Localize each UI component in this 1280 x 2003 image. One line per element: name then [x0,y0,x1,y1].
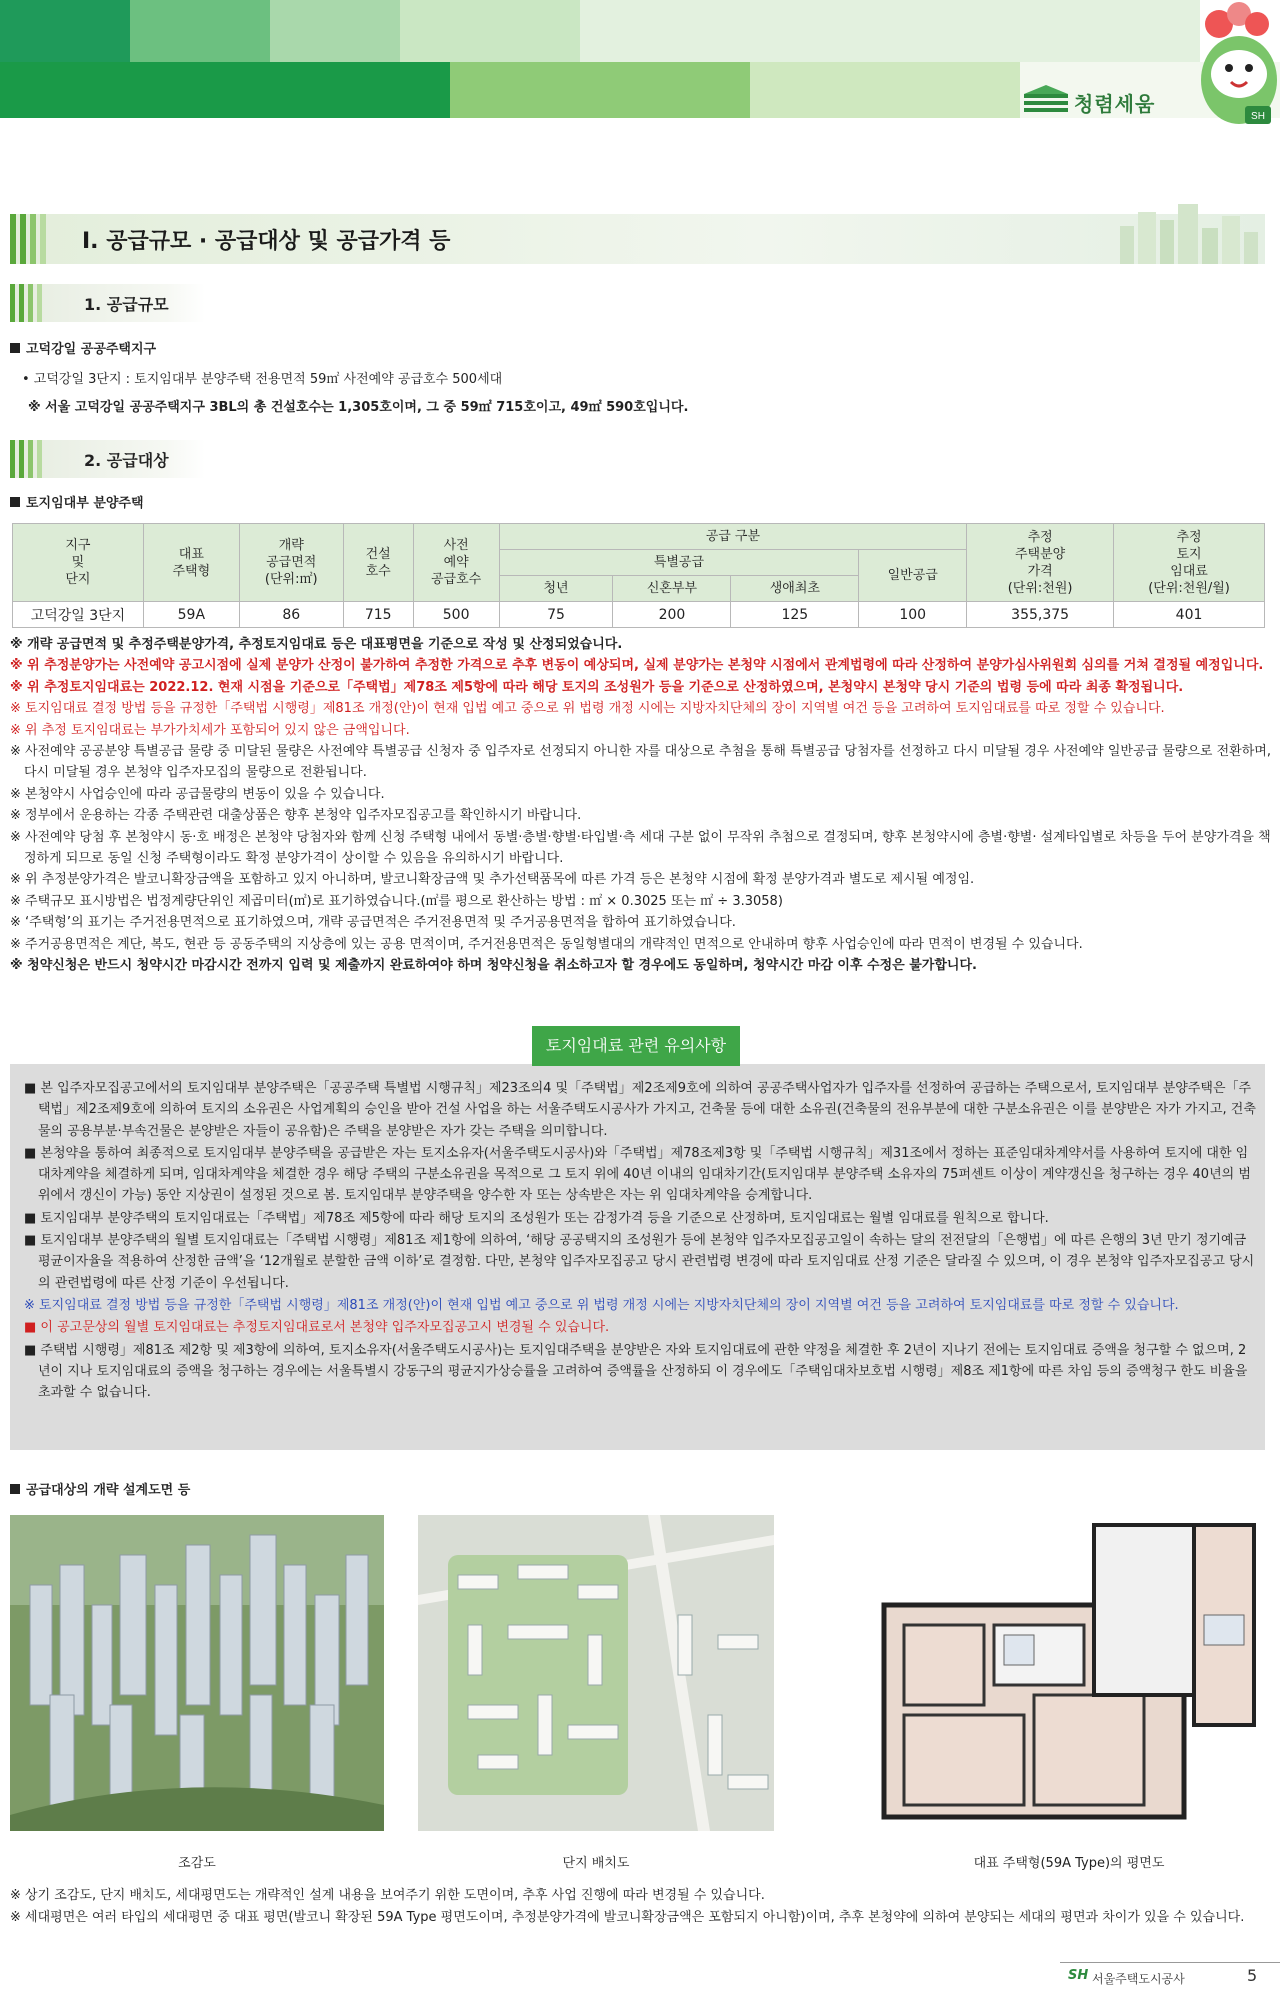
th-type: 대표 주택형 [143,524,239,602]
cell-area: 86 [239,602,343,628]
cell-youth: 75 [499,602,613,628]
site-plan-image [418,1515,774,1831]
brand-name: 청렴세움 [1074,92,1156,116]
drawings-note2: ※ 세대평면은 여러 타입의 세대평면 중 대표 평면(발코니 확장된 59A Type 평면도이며, 추정분양가격에 발코니확장금액은 포함되지 아니함)이며, 추후 본청약에 의하여 분양되는 세대의 평면과 차이가 있을 수 있습니다. [10,1910,1245,1925]
caution-item: ■ 토지임대부 분양주택의 토지임대료는「주택법」제78조 제5항에 따라 해당 토지의 조성원가 또는 감정가격 등을 기준으로 산정하며, 토지임대료는 월별 임대료를 원칙으로 합니다. [24,1210,1049,1226]
th-price: 추정 주택분양 가격 (단위:천원) [967,524,1114,602]
subheading-title: 1. 공급규모 [84,295,169,314]
notes-list [10,634,1272,977]
cell-units: 715 [343,602,413,628]
th-general: 일반공급 [859,550,967,602]
cell-pre: 500 [413,602,499,628]
scale-heading: 고덕강일 공공주택지구 [10,340,156,360]
th-special: 특별공급 [499,550,859,576]
note-item: ※ 위 추정토지임대료는 2022.12. 현재 시점을 기준으로「주택법」제78조 제5항에 따라 해당 토지의 조성원가 등을 기준으로 산정하였으며, 본청약시 본청약 당시 기준의 법령 등에 따라 최종 확정됩니다. [10,679,1184,695]
th-complex: 지구 및 단지 [13,524,144,602]
subheading-box [10,284,205,322]
th-rent: 추정 토지 임대료 (단위:천원/월) [1114,524,1265,602]
th-gubun: 공급 구분 [499,524,967,550]
caution-item: ■ 주택법 시행령」제81조 제2항 및 제3항에 의하여, 토지소유자(서울주택도시공사)는 토지임대주택을 분양받은 자와 토지임대료에 관한 약정을 체결한 후 2년이 지나기 전에는 토지임대료 증액을 청구할 수 없으며, 2년이 지나 토지임대료의 증액을 청구하는 경우에는 서울특별시 강동구의 평균지가상승률을 고려하여 증액률을 산정하되 이 경우에도「주택임대차보호법 시행령」제8조 제1항에 따른 차임 등의 증액청구 한도 비율을 초과할 수 없습니다. [24,1342,1248,1401]
table-row [13,602,1265,628]
note-item: ※ 위 추정분양가는 사전예약 공고시점에 실제 분양가 산정이 불가하여 추정한 가격으로 추후 변동이 예상되며, 실제 분양가는 본청약 시점에서 관계법령에 따라 산정하여 분양가심사위원회 심의를 거쳐 결정될 예정입니다. [10,658,1264,674]
caution-item: ■ 본청약을 통하여 최종적으로 토지임대부 분양주택을 공급받은 자는 토지소유자(서울주택도시공사)와「주택법」제78조제3항 및「주택법 시행규칙」제31조에서 정하는 표준임대차계약서를 사용하여 토지에 대한 임대차계약을 체결하게 되며, 임대차계약을 체결한 경우 해당 주택의 구분소유권을 목적으로 그 토지 위에 40년 이내의 임대차기간(토지임대부 분양주택 소유자의 75퍼센트 이상이 계약갱신을 청구하는 경우 40년의 범위에서 갱신이 가능) 동안 지상권이 설정된 것으로 봄. 토지임대부 분양주택을 양수한 자 또는 상속받은 자는 위 임대차계약을 승계합니다. [24,1145,1251,1204]
svg-text:SH: SH [1251,111,1265,122]
footer-org: 서울주택도시공사 [1092,1972,1185,1986]
cell-general: 100 [859,602,967,628]
footer-divider [1060,1962,1280,1963]
note-item: ※ 사전예약 공공분양 특별공급 물량 중 미달된 물량은 사전예약 특별공급 신청자 중 입주자로 선정되지 아니한 자를 대상으로 추첨을 통해 특별공급 당첨자를 선정하고 다시 미달될 경우 사전예약 일반공급 물량으로 전환하며, 다시 미달될 경우 본청약 입주자모집의 물량으로 전환됩니다. [10,744,1271,781]
building-logo-icon [1022,84,1070,116]
drawings-heading: 공급대상의 개략 설계도면 등 [10,1481,190,1501]
note-item: ※ 주택규모 표시방법은 법정계량단위인 제곱미터(㎡)로 표기하였습니다.(㎡를 평으로 환산하는 방법 : ㎡ × 0.3025 또는 ㎡ ÷ 3.3058) [10,893,783,909]
caption-floorplan: 대표 주택형(59A Type)의 평면도 [973,1856,1165,1871]
th-area: 개략 공급면적 (단위:㎡) [239,524,343,602]
note-item: ※ 청약신청은 반드시 청약시간 마감시간 전까지 입력 및 제출까지 완료하여야 하며 청약신청을 취소하고자 할 경우에도 동일하며, 청약시간 마감 이후 수정은 불가합니다. [10,958,977,974]
caution-item: ■ 이 공고문상의 월별 토지임대료는 추정토지임대료로서 본청약 입주자모집공고시 변경될 수 있습니다. [24,1320,610,1336]
th-first: 생애최초 [731,576,859,602]
supply-heading: 토지임대부 분양주택 [10,494,144,514]
note-item: ※ ‘주택형’의 표기는 주거전용면적으로 표기하였으며, 개략 공급면적은 주거전용면적 및 주거공용면적을 합하여 표기하였습니다. [10,915,736,931]
caution-list [24,1078,1256,1404]
note-item: ※ 정부에서 운용하는 각종 주택관련 대출상품은 향후 본청약 입주자모집공고를 확인하시기 바랍니다. [10,808,582,824]
cell-price: 355,375 [967,602,1114,628]
cell-type: 59A [143,602,239,628]
floor-plan-image [864,1515,1274,1831]
subheading-title: 2. 공급대상 [84,451,169,470]
scale-line2: ※ 서울 고덕강일 공공주택지구 3BL의 총 건설호수는 1,305호이며, 그 중 59㎡ 715호이고, 49㎡ 590호입니다. [28,400,689,415]
caution-title: 토지임대료 관련 유의사항 [532,1026,740,1066]
note-item: ※ 개략 공급면적 및 추정주택분양가격, 추정토지임대료 등은 대표평면을 기준으로 작성 및 산정되었습니다. [10,637,623,652]
th-newlywed: 신혼부부 [613,576,731,602]
page-number: 5 [1247,1966,1258,1985]
th-youth: 청년 [499,576,613,602]
note-item: ※ 위 추정분양가격은 발코니확장금액을 포함하고 있지 아니하며, 발코니확장금액 및 추가선택품목에 따른 가격 등은 본청약 시점에 확정 분양가격과 별도로 제시될 예정임. [10,872,975,888]
section-title: Ⅰ. 공급규모 · 공급대상 및 공급가격 등 [82,229,451,254]
scale-line1: • 고덕강일 3단지 : 토지임대부 분양주택 전용면적 59㎡ 사전예약 공급호수 500세대 [22,372,503,387]
caution-item: ■ 본 입주자모집공고에서의 토지임대부 분양주택은「공공주택 특별법 시행규칙」제23조의4 및「주택법」제2조제9호에 의하여 공공주택사업자가 입주자를 선정하여 공급하는 주택으로서, 토지임대부 분양주택은「주택법」제2조제9호에 의하여 토지의 소유권은 사업계획의 승인을 받아 건설 사업을 하는 서울주택도시공사가 가지고, 건축물 등에 대한 소유권(건축물의 전유부분에 대한 구분소유권은 이를 분양받은 자가 가지고, 건축물의 공용부분·부속건물은 분양받은 자들이 공유함)은 주택을 분양받은 자가 갖는 주택을 의미합니다. [24,1081,1256,1139]
cell-newlywed: 200 [613,602,731,628]
th-units: 건설 호수 [343,524,413,602]
note-item: ※ 주거공용면적은 계단, 복도, 현관 등 공동주택의 지상층에 있는 공용 면적이며, 주거전용면적은 동일형별대의 개략적인 면적으로 안내하며 향후 사업승인에 따라 면적이 변경될 수 있습니다. [10,936,1083,952]
cell-first: 125 [731,602,859,628]
th-pre: 사전 예약 공급호수 [413,524,499,602]
note-item: ※ 사전예약 당첨 후 본청약시 동·호 배정은 본청약 당첨자와 함께 신청 주택형 내에서 동별·층별·향별·타입별·측 세대 구분 없이 무작위 추첨으로 결정되며, 향후 본청약시에 층별·향별· 설계타입별로 차등을 두어 분양가격을 책정하게 되므로 동일 신청 주택형이라도 확정 분양가격이 상이할 수 있음을 유의하시기 바랍니다. [10,829,1271,867]
aerial-view-image [10,1515,384,1831]
cell-rent: 401 [1114,602,1265,628]
caption-aerial: 조감도 [178,1856,216,1871]
footer-logo: SH [1068,1968,1089,1983]
caution-item: ※ 토지임대료 결정 방법 등을 규정한「주택법 시행령」제81조 개정(안)이 현재 입법 예고 중으로 위 법령 개정 시에는 지방자치단체의 장이 지역별 여건 등을 고려하여 토지임대료를 따로 정할 수 있습니다. [24,1297,1179,1313]
mascot-icon [1195,2,1280,132]
caption-siteplan: 단지 배치도 [562,1856,630,1871]
note-item: ※ 위 추정 토지임대료는 부가가치세가 포함되어 있지 않은 금액입니다. [10,722,410,738]
note-item: ※ 토지임대료 결정 방법 등을 규정한「주택법 시행령」제81조 개정(안)이 현재 입법 예고 중으로 위 법령 개정 시에는 지방자치단체의 장이 지역별 여건 등을 고려하여 토지임대료를 따로 정할 수 있습니다. [10,701,1165,717]
note-item: ※ 본청약시 사업승인에 따라 공급물량의 변동이 있을 수 있습니다. [10,786,385,802]
caution-item: ■ 토지임대부 분양주택의 월별 토지임대료는「주택법 시행령」제81조 제1항에 의하여, ‘해당 공공택지의 조성원가 등에 본청약 입주자모집공고일이 속하는 달의 전전달의「은행법」에 따른 은행의 3년 만기 정기예금 평균이자율을 적용하여 산정한 금액’을 ‘12개월로 분할한 금액 이하’로 결정함. 다만, 본청약 입주자모집공고 당시 관련법령 변경에 따라 토지임대료 산정 기준은 달라질 수 있으며, 이 경우 본청약 입주자모집공고 당시의 관련법령에 따른 산정 기준이 우선됩니다. [24,1233,1255,1291]
heading-stripes [10,214,70,264]
subheading-box [10,440,205,478]
supply-table [12,523,1265,628]
drawings-note1: ※ 상기 조감도, 단지 배치도, 세대평면도는 개략적인 설계 내용을 보여주기 위한 도면이며, 추후 사업 진행에 따라 변경될 수 있습니다. [10,1888,765,1903]
skyline-decoration-icon [1110,198,1265,264]
cell-complex: 고덕강일 3단지 [13,602,144,628]
